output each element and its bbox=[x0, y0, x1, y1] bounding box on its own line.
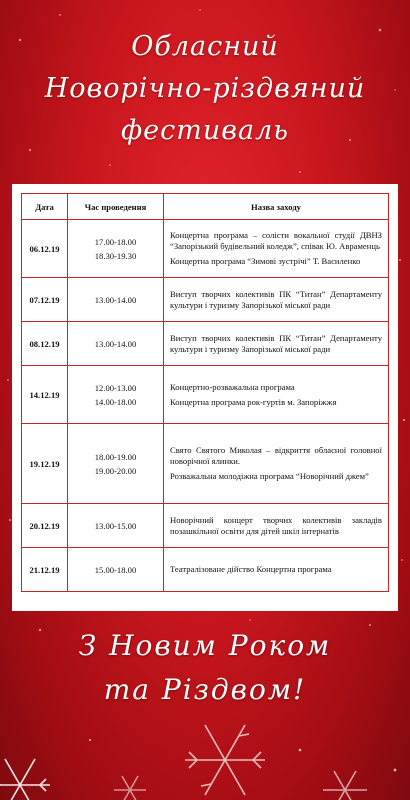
row-times bbox=[68, 366, 164, 424]
greeting-line-1: З Новим Роком bbox=[78, 629, 332, 662]
row-time: 18.00-19.00 bbox=[94, 451, 137, 462]
table-row bbox=[22, 366, 389, 424]
row-event: Концертна програма – солісти вокальної студії ДВНЗ “Запорізький будівельний коледж”, співак Ю. Авраменць bbox=[170, 230, 382, 251]
table-row bbox=[22, 548, 389, 592]
table-header-row bbox=[22, 194, 389, 220]
schedule-panel bbox=[12, 184, 398, 611]
row-events bbox=[164, 220, 389, 278]
row-time: 18.30-19.30 bbox=[94, 250, 137, 261]
festival-title bbox=[0, 26, 410, 152]
row-time: 19.00-20.00 bbox=[94, 465, 137, 476]
row-event: Розважальна молодіжна програма “Новорічний джем” bbox=[170, 471, 369, 481]
row-date: 06.12.19 bbox=[22, 220, 68, 278]
row-event: Виступ творчих колективів ПК “Титан” Департаменту культури і туризму Запорізької міської ради bbox=[164, 278, 389, 322]
row-date: 08.12.19 bbox=[22, 322, 68, 366]
table-row bbox=[22, 220, 389, 278]
table-row bbox=[22, 504, 389, 548]
row-times bbox=[68, 220, 164, 278]
table-row bbox=[22, 278, 389, 322]
row-event: Концертна програма рок-гуртів м. Запоріжжя bbox=[170, 396, 337, 407]
row-time: 14.00-18.00 bbox=[94, 396, 137, 407]
schedule-table bbox=[21, 193, 389, 592]
row-date: 14.12.19 bbox=[22, 366, 68, 424]
row-event: Театралізоване дійство Концертна програма bbox=[164, 548, 389, 592]
row-time: 17.00-18.00 bbox=[94, 236, 137, 247]
greeting-line-2: та Різдвом! bbox=[103, 673, 307, 706]
title-line-3: фестиваль bbox=[121, 115, 289, 146]
row-event: Свято Святого Миколая – відкриття обласної головної новорічної ялинки. bbox=[170, 445, 382, 466]
greeting bbox=[0, 624, 410, 712]
row-event: Концертно-розважальна програма bbox=[170, 381, 295, 392]
header-date: Дата bbox=[22, 194, 68, 220]
row-time: 13.00-14.00 bbox=[68, 322, 164, 366]
title-line-1: Обласний bbox=[131, 31, 279, 62]
row-date: 07.12.19 bbox=[22, 278, 68, 322]
title-line-2: Новорічно-різдвяний bbox=[44, 73, 366, 104]
row-date: 21.12.19 bbox=[22, 548, 68, 592]
row-time: 13.00-15.00 bbox=[68, 504, 164, 548]
header-time: Час проведення bbox=[68, 194, 164, 220]
row-times bbox=[68, 424, 164, 504]
row-date: 19.12.19 bbox=[22, 424, 68, 504]
row-time: 15.00-18.00 bbox=[68, 548, 164, 592]
row-events bbox=[164, 424, 389, 504]
row-event: Концертна програма “Зимові зустрічі” Т. Василенко bbox=[170, 256, 361, 266]
header-event: Назва заходу bbox=[164, 194, 389, 220]
row-date: 20.12.19 bbox=[22, 504, 68, 548]
row-time: 13.00-14.00 bbox=[68, 278, 164, 322]
row-events bbox=[164, 366, 389, 424]
row-event: Новорічний концерт творчих колективів закладів позашкільної освіти для дітей шкіл інтернатів bbox=[164, 504, 389, 548]
table-row bbox=[22, 322, 389, 366]
row-event: Виступ творчих колективів ПК “Титан” Департаменту культури і туризму Запорізької міської ради bbox=[164, 322, 389, 366]
table-row bbox=[22, 424, 389, 504]
row-time: 12.00-13.00 bbox=[94, 382, 137, 393]
